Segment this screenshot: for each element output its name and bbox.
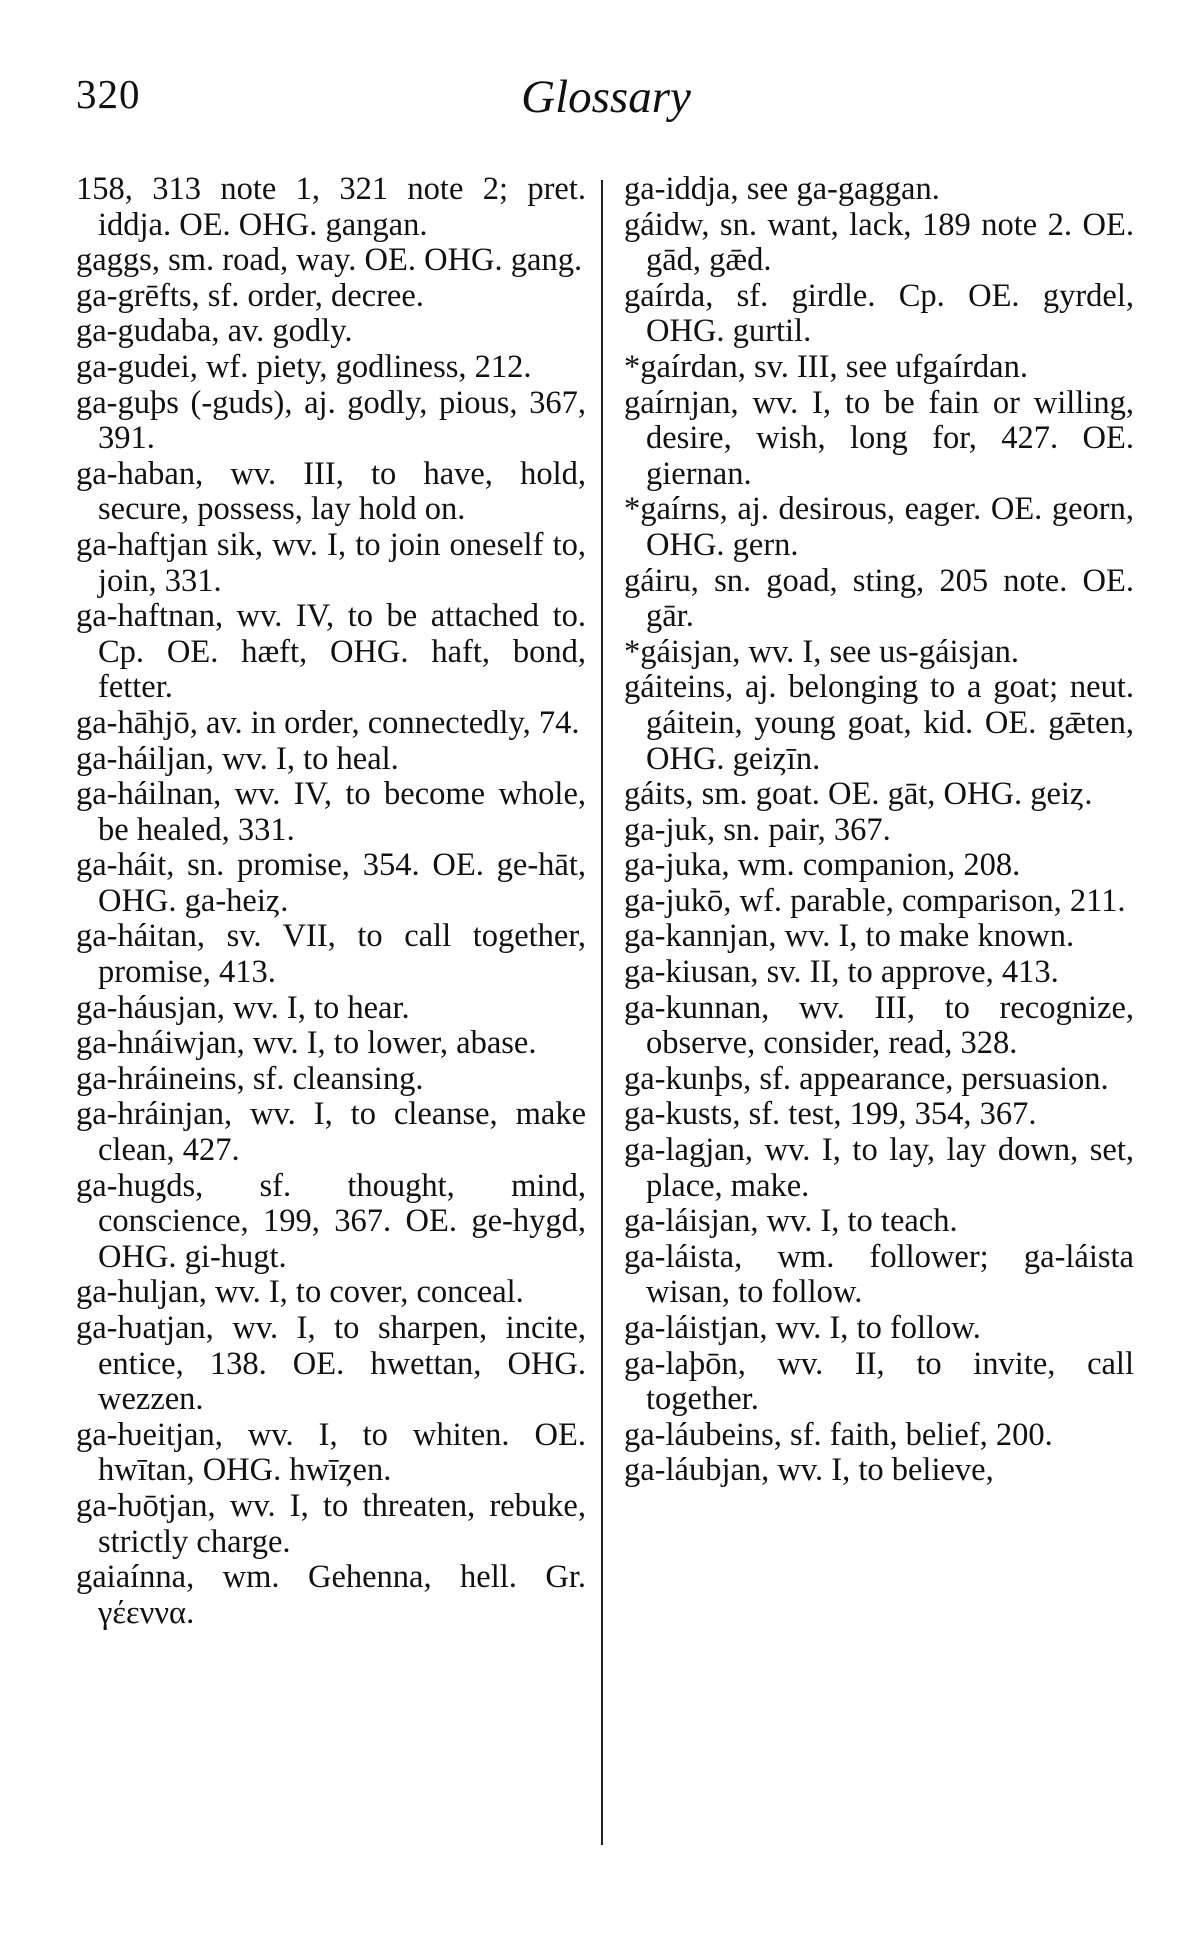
glossary-entry: ga-háitan, sv. VII, to call together, promise, 413. xyxy=(76,918,586,991)
glossary-entry: ga-lagjan, wv. I, to lay, lay down, set, place, make. xyxy=(624,1132,1134,1204)
glossary-entry: ga-háiljan, wv. I, to heal. xyxy=(76,740,399,777)
glossary-entry: ga-grēfts, sf. order, decree. xyxy=(76,277,424,314)
glossary-entry: gáidw, sn. want, lack, 189 note 2. OE. gād, gǣd. xyxy=(624,206,1134,279)
glossary-entry: 158, 313 note 1, 321 note 2; pret. iddja. OE. OHG. gangan. xyxy=(76,171,586,243)
glossary-entry: *gaírns, aj. desirous, eager. OE. georn, OHG. gern. xyxy=(624,491,1134,563)
glossary-entry: ga-gudei, wf. piety, godliness, 212. xyxy=(76,348,532,385)
glossary-entry: gaírnjan, wv. I, to be fain or willing, desire, wish, long for, 427. OE. giernan. xyxy=(624,384,1134,492)
glossary-entry: ga-hráinjan, wv. I, to cleanse, make clean, 427. xyxy=(76,1096,586,1169)
glossary-entry: ga-láista, wm. follower; ga-láista wisan, to follow. xyxy=(624,1238,1134,1311)
glossary-entry: ga-ƕatjan, wv. I, to sharpen, incite, entice, 138. OE. hwettan, OHG. wezzen. xyxy=(76,1310,586,1418)
right-column xyxy=(624,172,1134,1489)
glossary-entry: ga-huljan, wv. I, to cover, conceal. xyxy=(76,1274,524,1311)
glossary-entry: gáits, sm. goat. OE. gāt, OHG. geiȥ. xyxy=(624,776,1093,813)
glossary-entry: ga-haftnan, wv. IV, to be attached to. Cp. OE. hæft, OHG. haft, bond, fetter. xyxy=(76,598,586,706)
glossary-entry: ga-kiusan, sv. II, to approve, 413. xyxy=(624,954,1059,991)
glossary-entry: ga-láubeins, sf. faith, belief, 200. xyxy=(624,1416,1053,1453)
glossary-entry: gáiteins, aj. belonging to a goat; neut. gáitein, young goat, kid. OE. gǣten, OHG. geiȥīn. xyxy=(624,669,1134,777)
left-column xyxy=(76,172,586,1631)
glossary-entry: ga-kunnan, wv. III, to recognize, observe, consider, read, 328. xyxy=(624,989,1134,1062)
glossary-entry: ga-hráineins, sf. cleansing. xyxy=(76,1060,424,1097)
glossary-entry: *gáisjan, wv. I, see us-gáisjan. xyxy=(624,633,1020,670)
page-number: 320 xyxy=(76,71,141,117)
column-divider xyxy=(601,180,603,1845)
glossary-entry: ga-jukō, wf. parable, comparison, 211. xyxy=(624,882,1126,919)
glossary-entry: ga-juka, wm. companion, 208. xyxy=(624,847,1021,884)
glossary-entry: gáiru, sn. goad, sting, 205 note. OE. gār. xyxy=(624,562,1134,635)
glossary-entry: ga-háusjan, wv. I, to hear. xyxy=(76,989,410,1026)
glossary-entry: gaiaínna, wm. Gehenna, hell. Gr. γέεννα. xyxy=(76,1559,586,1631)
glossary-entry: ga-kannjan, wv. I, to make known. xyxy=(624,918,1075,955)
glossary-entry: ga-iddja, see ga-gaggan. xyxy=(624,171,940,207)
glossary-entry: ga-juk, sn. pair, 367. xyxy=(624,811,891,848)
glossary-entry: gaggs, sm. road, way. OE. OHG. gang. xyxy=(76,242,583,279)
glossary-entry: ga-laþōn, wv. II, to invite, call together. xyxy=(624,1345,1134,1418)
page-header xyxy=(76,70,1136,130)
glossary-entry: ga-háilnan, wv. IV, to become whole, be healed, 331. xyxy=(76,776,586,848)
glossary-entry: ga-kusts, sf. test, 199, 354, 367. xyxy=(624,1096,1037,1133)
glossary-entry: ga-láubjan, wv. I, to believe, xyxy=(624,1452,994,1489)
glossary-entry: ga-ƕeitjan, wv. I, to whiten. OE. hwītan, OHG. hwīȥen. xyxy=(76,1416,586,1489)
glossary-entry: ga-haban, wv. III, to have, hold, secure, possess, lay hold on. xyxy=(76,455,586,528)
glossary-entry: ga-hugds, sf. thought, mind, conscience, 199, 367. OE. ge-hygd, OHG. gi-hugt. xyxy=(76,1167,586,1275)
glossary-entry: ga-láistjan, wv. I, to follow. xyxy=(624,1310,981,1346)
running-title: Glossary xyxy=(521,71,691,123)
glossary-entry: ga-gudaba, av. godly. xyxy=(76,313,353,350)
glossary-entry: *gaírdan, sv. III, see ufgaírdan. xyxy=(624,348,1028,385)
glossary-entry: ga-hāhjō, av. in order, connectedly, 74. xyxy=(76,704,580,741)
glossary-entry: ga-láisjan, wv. I, to teach. xyxy=(624,1203,958,1240)
glossary-entry: ga-ƕōtjan, wv. I, to threaten, rebuke, strictly charge. xyxy=(76,1487,586,1560)
glossary-entry: ga-háit, sn. promise, 354. OE. ge-hāt, OHG. ga-heiȥ. xyxy=(76,847,586,919)
glossary-entry: ga-hnáiwjan, wv. I, to lower, abase. xyxy=(76,1025,537,1062)
glossary-entry: gaírda, sf. girdle. Cp. OE. gyrdel, OHG. gurtil. xyxy=(624,277,1134,350)
glossary-entry: ga-kunþs, sf. appearance, persuasion. xyxy=(624,1060,1109,1097)
glossary-entry: ga-guþs (-guds), aj. godly, pious, 367, 391. xyxy=(76,384,586,457)
glossary-entry: ga-haftjan sik, wv. I, to join oneself to, join, 331. xyxy=(76,526,586,599)
